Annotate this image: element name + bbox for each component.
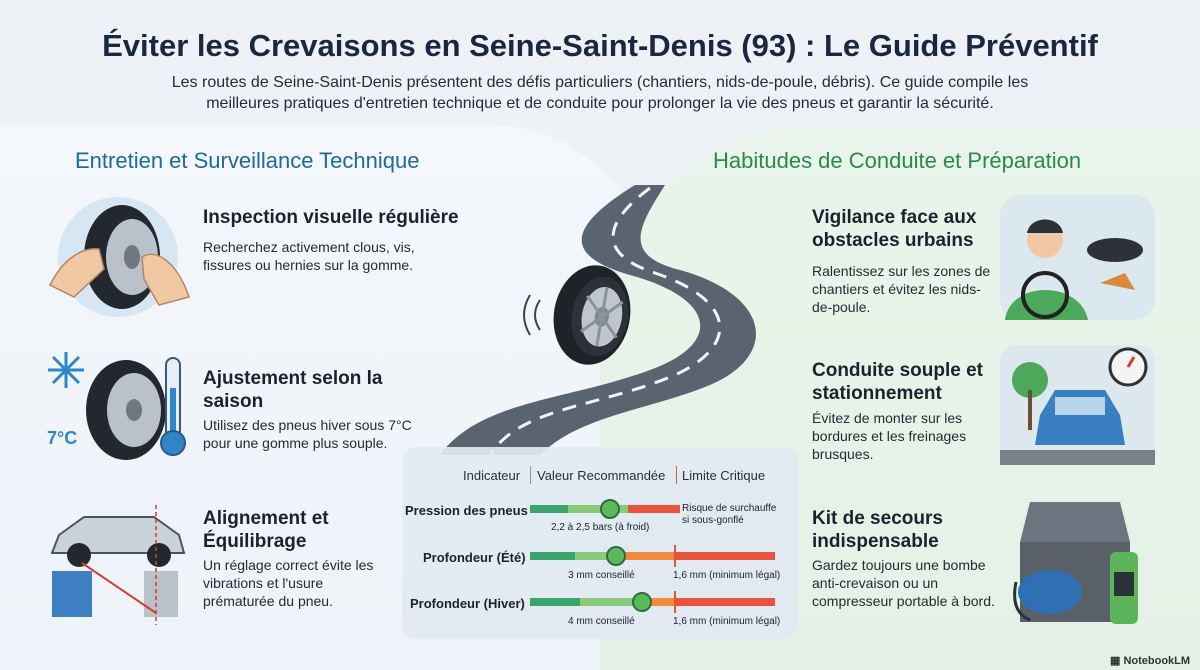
item-title-vigilance: Vigilance face aux obstacles urbains <box>812 207 977 251</box>
table-row-label-ete: Profondeur (Été) <box>423 550 526 565</box>
gauge-hiver <box>530 591 775 613</box>
table-header-indicator: Indicateur <box>463 468 521 483</box>
gauge-pression <box>530 498 680 520</box>
car-driving-icon <box>1000 345 1155 465</box>
item-text-inspection: Recherchez activement clous, vis, fissures ou hernies sur la gomme. <box>203 239 415 273</box>
left-section-title: Entretien et Surveillance Technique <box>75 148 420 173</box>
item-title-inspection: Inspection visuelle régulière <box>203 207 459 228</box>
item-title-conduite: Conduite souple et stationnement <box>812 360 983 404</box>
winter-tire-icon <box>44 348 194 468</box>
notebooklm-badge <box>1110 654 1190 667</box>
driver-pothole-icon <box>1000 195 1155 320</box>
item-title-kit: Kit de secours indispensable <box>812 508 943 552</box>
tire-inspection-icon <box>44 197 192 317</box>
table-value-hiver: 4 mm conseillé <box>568 616 635 627</box>
table-limit-pression-line1: Risque de surchauffe <box>682 503 777 514</box>
temperature-label: 7°C <box>47 428 78 448</box>
item-text-alignment: Un réglage correct évite les vibrations et l'usure prématurée du pneu. <box>203 557 374 609</box>
alignment-machine-icon <box>44 505 194 625</box>
table-limit-hiver: 1,6 mm (minimum légal) <box>673 616 781 627</box>
page-title: Éviter les Crevaisons en Seine-Saint-Denis (93) : Le Guide Préventif <box>102 28 1098 63</box>
gauge-ete <box>530 545 775 567</box>
table-header-divider-2 <box>676 466 677 484</box>
item-text-vigilance: Ralentissez sur les zones de chantiers et évitez les nids-de-poule. <box>812 263 991 315</box>
right-section-title: Habitudes de Conduite et Préparation <box>713 148 1082 173</box>
page-subtitle: Les routes de Seine-Saint-Denis présentent des défis particuliers (chantiers, nids-de-poule, débris). Ce guide compile les meilleures pratiques d'entretien technique et de conduite pour prolonger la vie des pneus et garantir la sécurité. <box>171 74 1029 112</box>
table-limit-pression-line2: si sous-gonflé <box>682 515 744 526</box>
table-value-ete: 3 mm conseillé <box>568 570 635 581</box>
emergency-kit-icon <box>1010 492 1150 632</box>
item-text-season: Utilisez des pneus hiver sous 7°C pour une gomme plus souple. <box>203 417 412 451</box>
table-limit-ete: 1,6 mm (minimum légal) <box>673 570 781 581</box>
notebooklm-logo-icon: ▦ <box>1110 655 1124 667</box>
table-row-label-hiver: Profondeur (Hiver) <box>410 596 525 611</box>
item-text-kit: Gardez toujours une bombe anti-crevaison ou un compresseur portable à bord. <box>812 557 995 609</box>
item-title-alignment: Alignement et Équilibrage <box>203 508 329 552</box>
item-text-conduite: Évitez de monter sur les bordures et les freinages brusques. <box>812 410 967 462</box>
table-row-label-pression: Pression des pneus <box>405 503 528 518</box>
table-header-value: Valeur Recommandée <box>537 468 666 483</box>
table-header-limit: Limite Critique <box>682 468 766 483</box>
table-value-pression: 2,2 à 2,5 bars (à froid) <box>551 522 650 533</box>
item-title-season: Ajustement selon la saison <box>203 368 383 412</box>
table-header-divider-1 <box>530 466 531 484</box>
notebooklm-label: NotebookLM <box>1123 655 1191 667</box>
tire-icon <box>546 259 638 371</box>
